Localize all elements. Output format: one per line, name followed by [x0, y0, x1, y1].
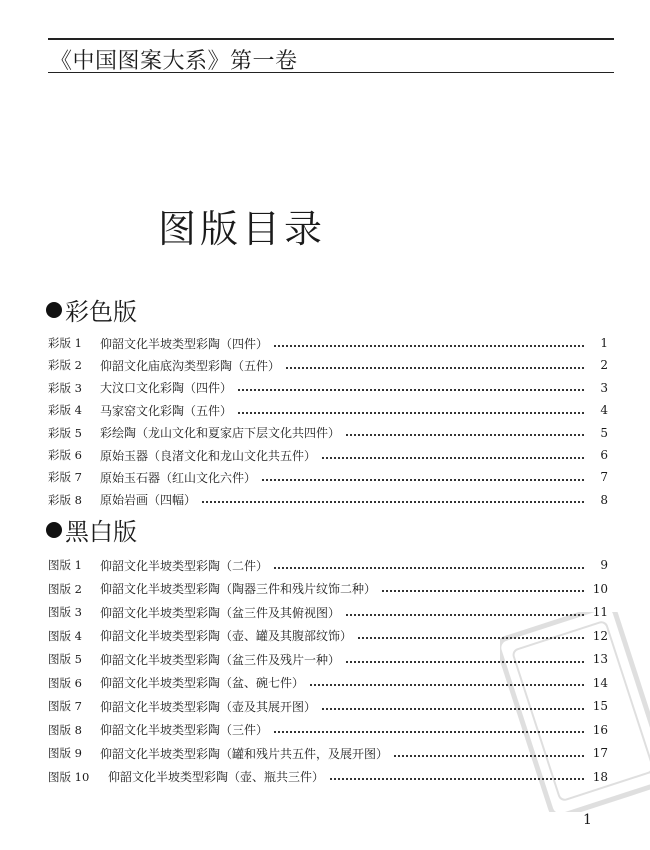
toc-entry[interactable] [48, 489, 608, 511]
entry-code: 彩版 7 [48, 470, 82, 485]
entry-code: 图版 1 [48, 558, 82, 572]
dot-leader [238, 388, 584, 391]
toc-entry[interactable] [48, 332, 608, 354]
entry-page: 6 [600, 448, 608, 462]
entry-code: 图版 5 [48, 652, 82, 666]
entry-page: 2 [600, 358, 608, 373]
entry-code: 图版 7 [48, 699, 82, 713]
page-number: 1 [583, 812, 592, 828]
header-top-rule [48, 38, 614, 40]
toc-entry[interactable] [48, 578, 608, 600]
header-bottom-rule [48, 72, 614, 73]
entry-code: 彩版 6 [48, 448, 82, 462]
entry-title: 仰韶文化半坡类型彩陶（壶、罐及其腹部纹饰） [100, 629, 353, 643]
entry-title: 仰韶文化半坡类型彩陶（壶、瓶共三件） [108, 770, 325, 784]
entry-page: 16 [592, 722, 608, 737]
entry-code: 图版 2 [48, 581, 82, 596]
entry-code: 图版 8 [48, 722, 82, 737]
section-heading-label: 彩色版 [65, 298, 137, 326]
entry-title: 马家窑文化彩陶（五件） [100, 403, 233, 418]
entry-code: 图版 4 [48, 628, 82, 643]
dot-leader [274, 566, 584, 569]
entry-page: 4 [600, 403, 608, 418]
entry-code: 彩版 2 [48, 358, 82, 373]
entry-title: 原始岩画（四幅） [100, 493, 197, 508]
entry-code: 图版 9 [48, 746, 82, 760]
toc-entry[interactable] [48, 377, 608, 399]
bullet-icon [46, 302, 62, 318]
entry-title: 彩绘陶（龙山文化和夏家店下层文化共四件） [100, 426, 341, 441]
entry-page: 12 [592, 628, 608, 643]
entry-page: 15 [592, 699, 608, 713]
entry-title: 仰韶文化半坡类型彩陶（二件） [100, 558, 269, 573]
section-heading-label: 黑白版 [65, 518, 137, 546]
entry-page: 9 [600, 558, 608, 572]
entry-title: 仰韶文化半坡类型彩陶（三件） [100, 723, 269, 737]
entry-page: 13 [592, 652, 608, 666]
entry-page: 17 [592, 746, 608, 760]
entry-title: 仰韶文化半坡类型彩陶（陶器三件和残片纹饰二种） [100, 582, 377, 596]
entry-code: 彩版 4 [48, 403, 82, 418]
entry-page: 14 [592, 675, 608, 690]
entry-code: 图版 10 [48, 769, 90, 784]
entry-page: 3 [600, 380, 608, 395]
entry-page: 5 [600, 425, 608, 440]
toc-entry[interactable] [48, 444, 608, 466]
toc-entry[interactable] [48, 399, 608, 421]
toc-entry[interactable] [48, 466, 608, 488]
dot-leader [262, 478, 584, 481]
entry-title: 仰韶文化半坡类型彩陶（罐和残片共五件，及展开图） [100, 746, 389, 761]
entry-page: 11 [592, 605, 608, 619]
entry-code: 图版 6 [48, 675, 82, 690]
entry-title: 仰韶文化半坡类型彩陶（盆三件及残片一种） [100, 652, 341, 667]
dot-leader [274, 344, 584, 347]
dot-leader [238, 411, 584, 414]
entry-page: 10 [592, 581, 608, 596]
dot-leader [382, 589, 584, 592]
running-header [48, 38, 614, 74]
entry-title: 仰韶文化庙底沟类型彩陶（五件） [100, 358, 281, 373]
entry-page: 1 [600, 336, 608, 350]
bullet-icon [46, 522, 62, 538]
toc-entry[interactable] [48, 422, 608, 444]
entry-title: 仰韶文化半坡类型彩陶（盆三件及其俯视图） [100, 605, 341, 620]
section-heading-bw [46, 512, 137, 547]
dot-leader [322, 456, 584, 459]
entry-title: 原始玉石器（红山文化六件） [100, 470, 257, 485]
entry-title: 仰韶文化半坡类型彩陶（盆、碗七件） [100, 676, 305, 690]
dot-leader [286, 366, 584, 369]
toc-entry[interactable] [48, 554, 608, 576]
entry-code: 彩版 5 [48, 425, 82, 440]
toc-entry[interactable] [48, 354, 608, 376]
entry-title: 大汶口文化彩陶（四件） [100, 381, 233, 396]
dot-leader [202, 500, 584, 503]
stamp-watermark [500, 612, 650, 812]
entry-code: 彩版 1 [48, 336, 82, 350]
entry-title: 仰韶文化半坡类型彩陶（四件） [100, 336, 269, 351]
entry-page: 7 [600, 470, 608, 485]
entry-code: 彩版 8 [48, 492, 82, 507]
section-heading-color [46, 292, 137, 327]
entry-page: 8 [600, 492, 608, 507]
book-title: 《中国图案大系》第一卷 [50, 49, 298, 74]
entry-page: 18 [592, 769, 608, 784]
entry-code: 图版 3 [48, 605, 82, 619]
entry-title: 原始玉器（良渚文化和龙山文化共五件） [100, 448, 317, 463]
entry-title: 仰韶文化半坡类型彩陶（壶及其展开图） [100, 699, 317, 714]
page-title: 图版目录 [158, 207, 327, 251]
entry-code: 彩版 3 [48, 380, 82, 395]
dot-leader [346, 433, 584, 436]
